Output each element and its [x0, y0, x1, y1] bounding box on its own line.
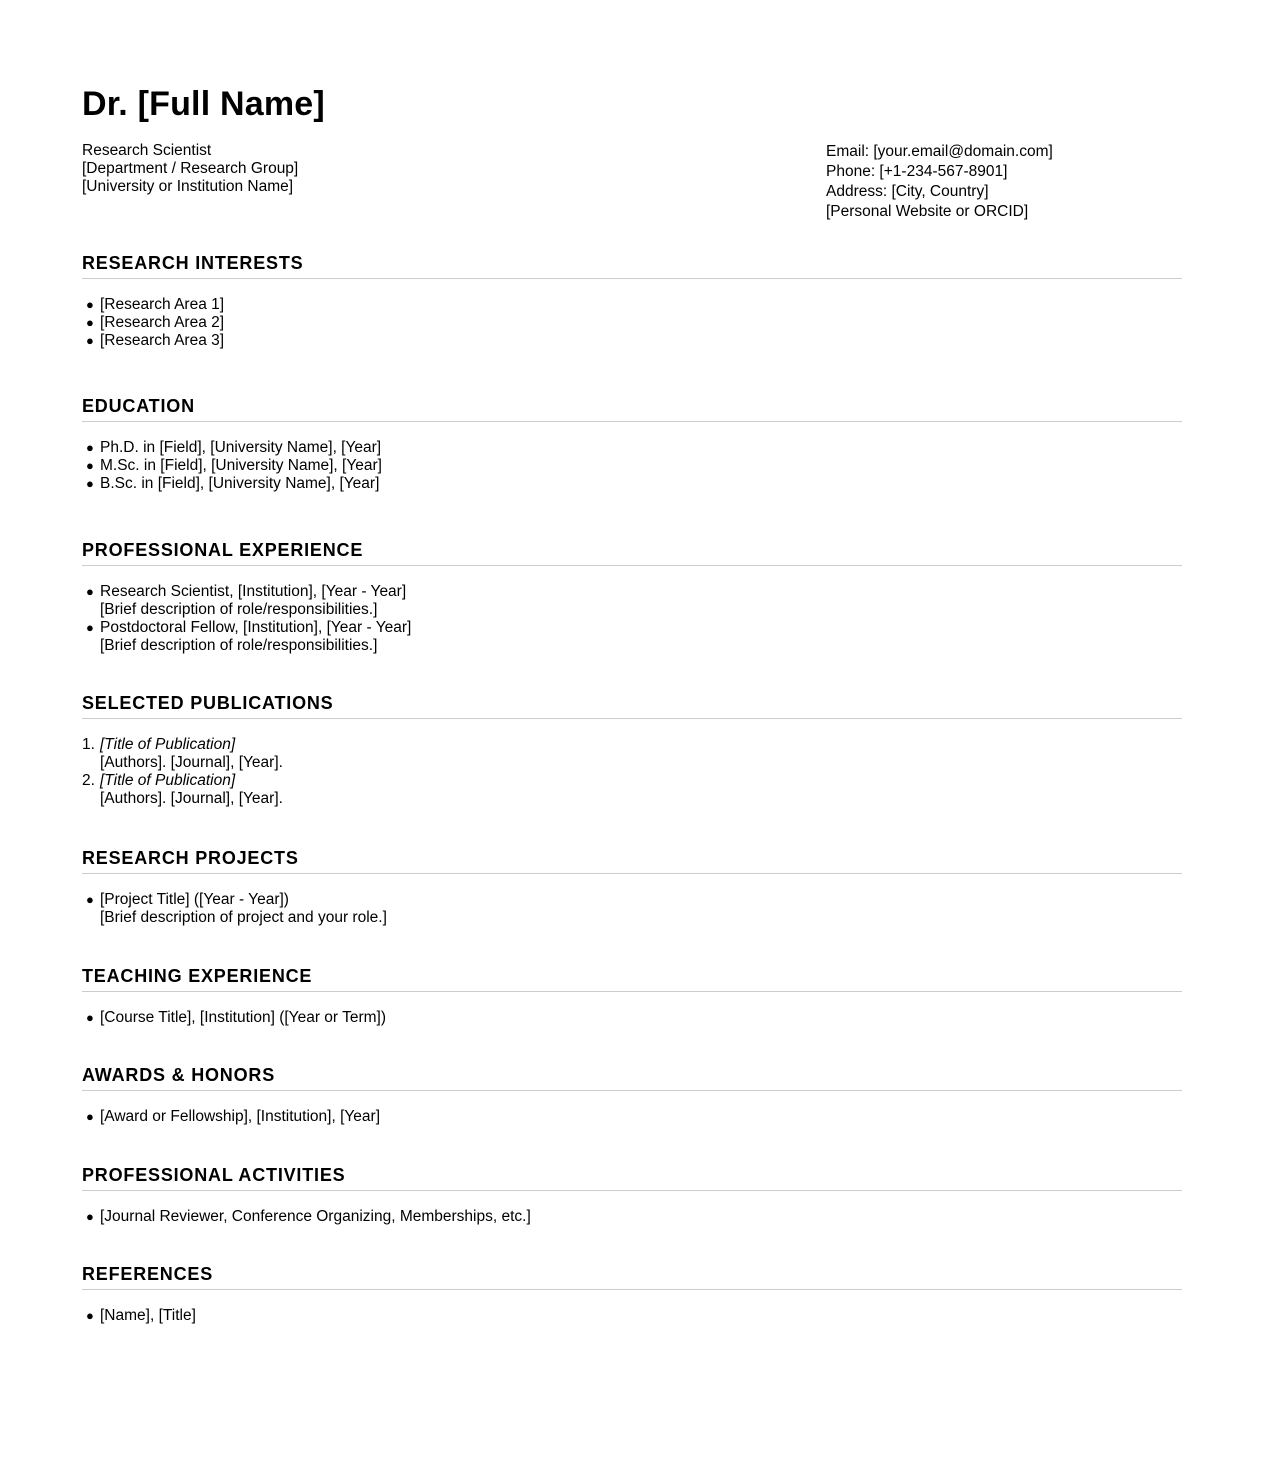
- list-item: ● Postdoctoral Fellow, [Institution], [Year - Year] [Brief description of role/responsibilities.]: [86, 619, 412, 654]
- education-list: [82, 439, 1182, 493]
- activities-list: [82, 1208, 1182, 1226]
- list-item: 2. [Title of Publication] [Authors]. [Journal], [Year].: [100, 772, 1182, 808]
- bullet-icon: ●: [86, 440, 94, 455]
- department: [Department / Research Group]: [82, 160, 299, 177]
- cv-name: Dr. [Full Name]: [82, 85, 325, 123]
- list-item: ● Research Scientist, [Institution], [Year - Year] [Brief description of role/responsibilities.]: [86, 583, 407, 618]
- list-item: ● M.Sc. in [Field], [University Name], [Year]: [86, 457, 382, 474]
- list-item: ● [Project Title] ([Year - Year]) [Brief description of project and your role.]: [86, 891, 387, 926]
- contact-phone: Phone: [+1-234-567-8901]: [826, 163, 1008, 180]
- list-item: ● Ph.D. in [Field], [University Name], [Year]: [86, 439, 382, 456]
- publication-title: [Title of Publication]: [100, 736, 236, 753]
- section-awards: [82, 1064, 1182, 1126]
- cv-header: [82, 142, 1182, 252]
- list-item: ● [Research Area 3]: [86, 332, 225, 349]
- section-research-interests: [82, 252, 1182, 350]
- awards-list: [82, 1108, 1182, 1126]
- publication-details: [Authors]. [Journal], [Year].: [100, 790, 283, 807]
- section-title: PROFESSIONAL EXPERIENCE: [82, 539, 1182, 566]
- bullet-icon: ●: [86, 1010, 94, 1025]
- affiliation-block: [82, 142, 298, 196]
- bullet-icon: ●: [86, 315, 94, 330]
- section-title: SELECTED PUBLICATIONS: [82, 692, 1182, 719]
- bullet-icon: ●: [86, 1109, 94, 1124]
- list-item: ● [Name], [Title]: [86, 1307, 196, 1324]
- publication-details: [Authors]. [Journal], [Year].: [100, 754, 283, 771]
- section-title: AWARDS & HONORS: [82, 1064, 1182, 1091]
- references-list: [82, 1307, 1182, 1325]
- cv-sections: [82, 252, 1182, 1324]
- bullet-icon: ●: [86, 620, 94, 635]
- list-item: ● [Award or Fellowship], [Institution], [Year]: [86, 1108, 380, 1125]
- section-title: EDUCATION: [82, 395, 1182, 422]
- bullet-icon: ●: [86, 476, 94, 491]
- list-item: 1. [Title of Publication] [Authors]. [Journal], [Year].: [100, 736, 1182, 772]
- section-projects: [82, 847, 1182, 927]
- teaching-list: [82, 1009, 1182, 1027]
- section-title: RESEARCH PROJECTS: [82, 847, 1182, 874]
- section-title: PROFESSIONAL ACTIVITIES: [82, 1164, 1182, 1191]
- section-activities: [82, 1164, 1182, 1226]
- bullet-icon: ●: [86, 1308, 94, 1323]
- experience-list: [82, 583, 1182, 655]
- section-title: RESEARCH INTERESTS: [82, 252, 1182, 279]
- institution: [University or Institution Name]: [82, 178, 294, 195]
- section-teaching: [82, 965, 1182, 1027]
- bullet-icon: ●: [86, 892, 94, 907]
- list-item: ● [Course Title], [Institution] ([Year or Term]): [86, 1009, 387, 1026]
- section-education: [82, 395, 1182, 493]
- contact-address: Address: [City, Country]: [826, 183, 989, 200]
- bullet-icon: ●: [86, 458, 94, 473]
- contact-email: Email: [your.email@domain.com]: [826, 143, 1053, 160]
- list-item: ● [Journal Reviewer, Conference Organizing, Memberships, etc.]: [86, 1208, 531, 1225]
- section-publications: [82, 692, 1182, 808]
- section-title: REFERENCES: [82, 1263, 1182, 1290]
- list-item: ● B.Sc. in [Field], [University Name], [Year]: [86, 475, 380, 492]
- publications-list: [82, 736, 1182, 808]
- publication-title: [Title of Publication]: [100, 772, 236, 789]
- bullet-icon: ●: [86, 1209, 94, 1224]
- section-title: TEACHING EXPERIENCE: [82, 965, 1182, 992]
- cv-page: [82, 84, 1182, 1324]
- list-item: ● [Research Area 2]: [86, 314, 225, 331]
- list-item: ● [Research Area 1]: [86, 296, 225, 313]
- position-title: Research Scientist: [82, 142, 212, 159]
- section-references: [82, 1263, 1182, 1325]
- research-interests-list: [82, 296, 1182, 350]
- contact-block: [826, 142, 1053, 222]
- projects-list: [82, 891, 1182, 927]
- bullet-icon: ●: [86, 333, 94, 348]
- contact-website: [Personal Website or ORCID]: [826, 203, 1029, 220]
- bullet-icon: ●: [86, 297, 94, 312]
- section-experience: [82, 539, 1182, 655]
- bullet-icon: ●: [86, 584, 94, 599]
